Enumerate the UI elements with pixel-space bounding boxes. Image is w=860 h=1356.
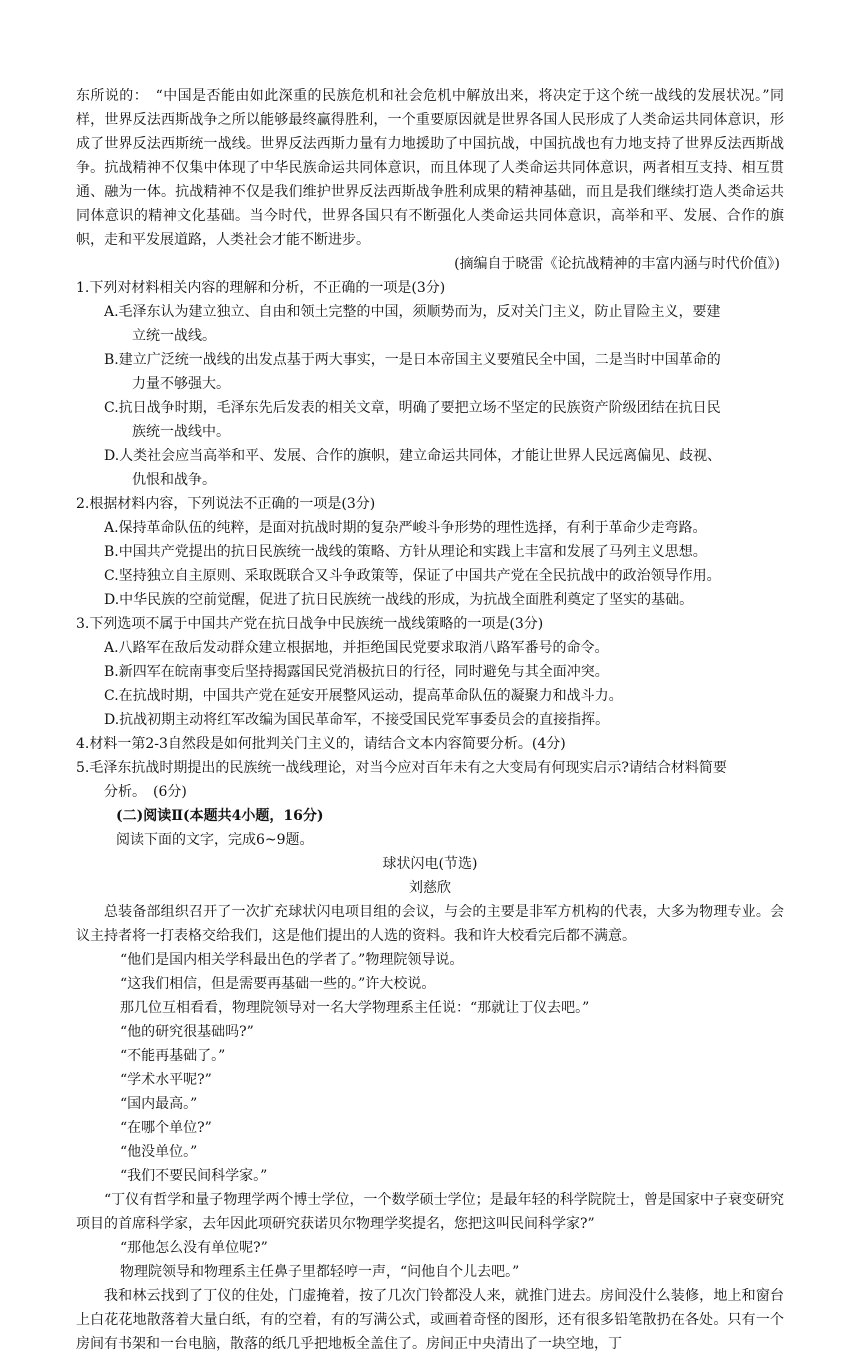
section-heading: (二)阅读Ⅱ(本题共4小题，16分) [116,808,324,824]
question-5-text-cont: 分析。 (6分) [104,784,187,800]
option-text-cont: 仇恨和战争。 [132,472,216,488]
passage-paragraph: 东所说的： “中国是否能由如此深重的民族危机和社会危机中解放出来，将决定于这个统一战线的发展状况。”同样，世界反法西斯战争之所以能够最终赢得胜利，一个重要原因就是世界各国人民形成了人类命运共同体意识，形成了世界反法西斯统一战线。世界反法西斯力量有力地援助了中国抗战，中国抗战也有力地支持了世界反法西斯战争。抗战精神不仅集中体现了中华民族命运共同体意识，而且体现了人类命运共同体意识，两者相互支持、相互贯通、融为一体。抗战精神不仅是我们维护世界反法西斯战争胜利成果的精神基础，而且是我们继续打造人类命运共同体意识的精神文化基础。当今时代，世界各国只有不断强化人类命运共同体意识，高举和平、发展、合作的旗帜，走和平发展道路，人类社会才能不断进步。 [76,88,784,248]
dialogue-line: “他没单位。” [120,1144,198,1160]
option-text: B.建立广泛统一战线的出发点基于两大事实，一是日本帝国主义要殖民全中国，二是当时中国革命的 [104,352,721,368]
story-title: 球状闪电(节选) [382,856,478,872]
dialogue-line: “这我们相信，但是需要再基础一些的。”许大校说。 [120,976,436,992]
option-b [76,348,784,396]
question-stem: 1.下列对材料相关内容的理解和分析，不正确的一项是(3分) [76,280,446,296]
question-4: 4.材料一第2-3自然段是如何批判关门主义的，请结合文本内容简要分析。(4分) [76,736,566,752]
question-3 [76,612,784,732]
option-d: D.抗战初期主动将红军改编为国民革命军，不接受国民党军事委员会的直接指挥。 [104,712,610,728]
option-a: A.保持革命队伍的纯粹，是面对抗战时期的复杂严峻斗争形势的理性选择，有利于革命少走弯路。 [104,520,707,536]
option-text-cont: 族统一战线中。 [132,424,230,440]
dialogue-line: “学术水平呢?” [120,1072,212,1088]
option-c: C.坚持独立自主原则、采取既联合又斗争政策等，保证了中国共产党在全民抗战中的政治领导作用。 [104,568,721,584]
question-stem: 3.下列选项不属于中国共产党在抗日战争中民族统一战线策略的一项是(3分) [76,616,544,632]
question-5-text: 5.毛泽东抗战时期提出的民族统一战线理论，对当今应对百年未有之大变局有何现实启示?请结合材料简要 [76,760,727,776]
option-text: C.抗日战争时期，毛泽东先后发表的相关文章，明确了要把立场不坚定的民族资产阶级团结在抗日民 [104,400,721,416]
option-a: A.八路军在敌后发动群众建立根据地，并拒绝国民党要求取消八路军番号的命令。 [104,640,609,656]
option-c [76,396,784,444]
passage-source: (摘编自于晓雷《论抗战精神的丰富内涵与时代价值》) [454,256,780,272]
story-paragraph: 我和林云找到了丁仪的住处，门虚掩着，按了几次门铃都没人来，就推门进去。房间没什么装修，地上和窗台上白花花地散落着大量白纸，有的空着，有的写满公式，或画着奇怪的图形，还有很多铅笔散扔在各处。只有一个房间有书架和一台电脑，散落的纸几乎把地板全盖住了。房间正中央清出了一块空地，丁 [76,1288,784,1352]
option-text: A.毛泽东认为建立独立、自由和领土完整的中国，须顺势而为，反对关门主义，防止冒险主义，要建 [104,304,721,320]
dialogue-line: “他们是国内相关学科最出色的学者了。”物理院领导说。 [120,952,464,968]
option-c: C.在抗战时期，中国共产党在延安开展整风运动，提高革命队伍的凝聚力和战斗力。 [104,688,623,704]
dialogue-line: “在哪个单位?” [120,1120,212,1136]
dialogue-line: “不能再基础了。” [120,1048,226,1064]
story-author: 刘慈欣 [409,880,451,896]
question-1 [76,276,784,492]
option-text: D.人类社会应当高举和平、发展、合作的旗帜，建立命运共同体，才能让世界人民远离偏见、歧视、 [104,448,722,464]
section-instruction: 阅读下面的文字，完成6~9题。 [116,832,314,848]
question-2 [76,492,784,612]
option-text-cont: 立统一战线。 [132,328,216,344]
dialogue-line: “我们不要民间科学家。” [120,1168,268,1184]
option-d [76,444,784,492]
option-a [76,300,784,348]
dialogue-line: “国内最高。” [120,1096,198,1112]
option-b: B.新四军在皖南事变后坚持揭露国民党消极抗日的行径，同时避免与其全面冲突。 [104,664,609,680]
option-b: B.中国共产党提出的抗日民族统一战线的策略、方针从理论和实践上丰富和发展了马列主义思想。 [104,544,707,560]
dialogue-line: 那几位互相看看，物理院领导对一名大学物理系主任说：“那就让丁仪去吧。” [120,1000,590,1016]
story-paragraph: 总装备部组织召开了一次扩充球状闪电项目组的会议，与会的主要是非军方机构的代表，大多为物理专业。会议主持者将一打表格交给我们，这是他们提出的人选的资料。我和许大校看完后都不满意。 [76,904,784,944]
dialogue-line: “那他怎么没有单位呢?” [120,1240,268,1256]
dialogue-line: “他的研究很基础吗?” [120,1024,254,1040]
option-text-cont: 力量不够强大。 [132,376,230,392]
question-stem: 2.根据材料内容，下列说法不正确的一项是(3分) [76,496,376,512]
option-d: D.中华民族的空前觉醒，促进了抗日民族统一战线的形成，为抗战全面胜利奠定了坚实的基础。 [104,592,694,608]
story-paragraph: “丁仪有哲学和量子物理学两个博士学位，一个数学硕士学位；是最年轻的科学院院士，曾是国家中子衰变研究项目的首席科学家，去年因此项研究获诺贝尔物理学奖提名，您把这叫民间科学家?” [76,1192,784,1232]
dialogue-line: 物理院领导和物理系主任鼻子里都轻哼一声，“问他自个儿去吧。” [120,1264,520,1280]
question-5 [76,756,784,804]
